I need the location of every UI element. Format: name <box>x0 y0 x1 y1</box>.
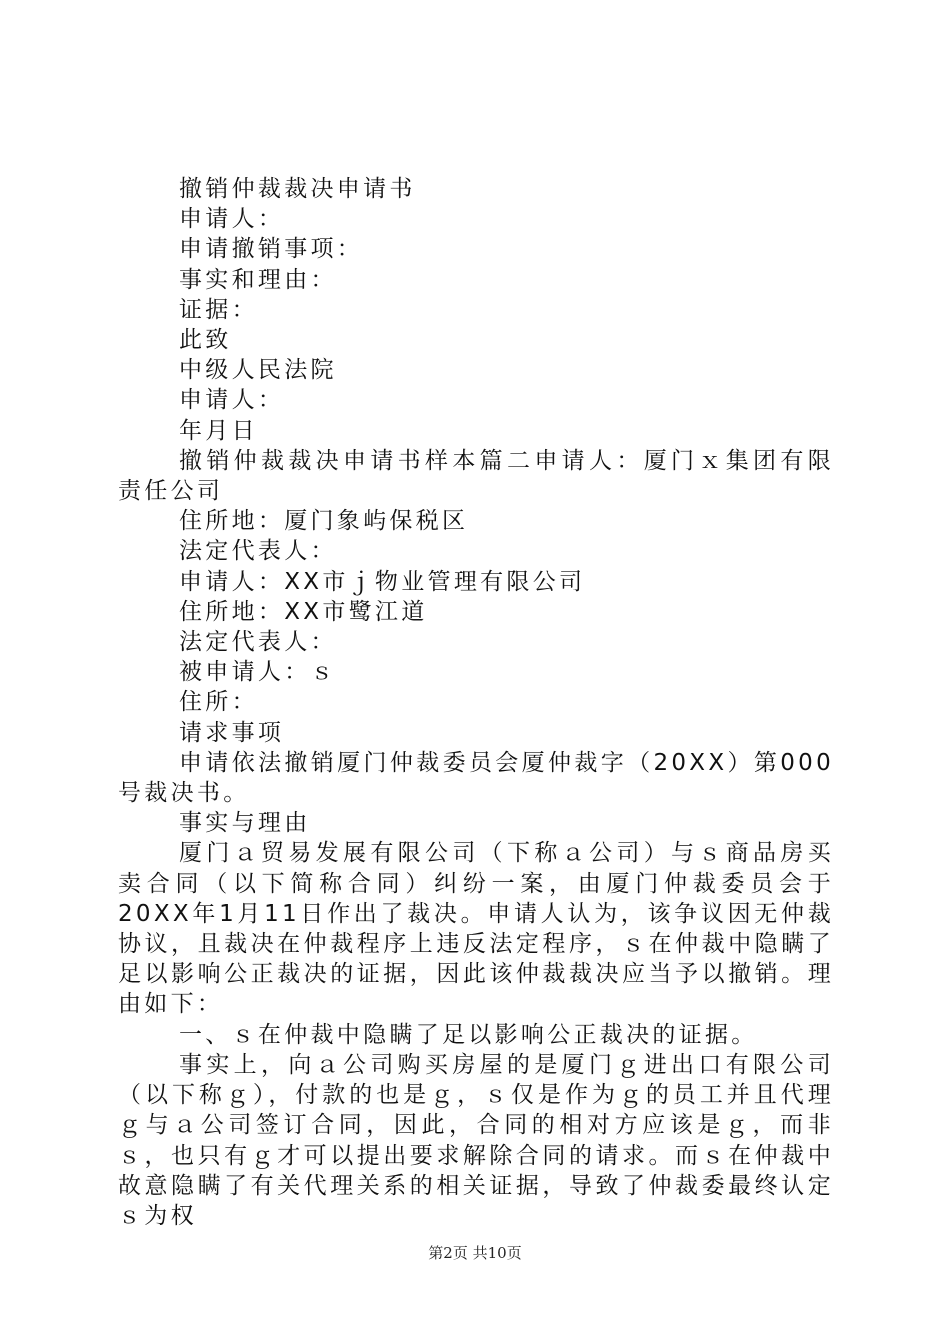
salutation: 此致 <box>179 327 232 354</box>
evidence-label: 证据： <box>179 296 258 323</box>
point-one-heading: 一、ｓ在仲裁中隐瞒了足以影响公正裁决的证据。 <box>179 1021 758 1048</box>
applicant-signature-label: 申请人： <box>179 387 285 414</box>
respondent-line: 被申请人：ｓ <box>179 659 337 686</box>
applicant-label: 申请人： <box>179 206 285 233</box>
second-applicant-line: 申请人：XX市ｊ物业管理有限公司 <box>179 568 586 595</box>
address-line: 住所地：厦门象屿保税区 <box>179 508 469 535</box>
facts-heading: 事实与理由 <box>179 810 311 837</box>
document-body <box>118 174 834 1231</box>
fact-detail-paragraph: 事实上，向ａ公司购买房屋的是厦门ｇ进出口有限公司（以下称ｇ），付款的也是ｇ，ｓ仅是作为ｇ的员工并且代理ｇ与ａ公司签订合同，因此，合同的相对方应该是ｇ，而非ｓ，也只有ｇ才可以提出要求解除合同的请求。而ｓ在仲裁中故意隐瞒了有关代理关系的相关证据，导致了仲裁委最终认定ｓ为权 <box>118 1051 834 1229</box>
second-address-line: 住所地：XX市鹭江道 <box>179 598 428 625</box>
request-items-heading: 请求事项 <box>179 719 285 746</box>
second-legal-rep-line: 法定代表人： <box>179 629 337 656</box>
request-paragraph: 申请依法撤销厦门仲裁委员会厦仲裁字（20XX）第000号裁决书。 <box>118 749 834 807</box>
legal-rep-line: 法定代表人： <box>179 538 337 565</box>
facts-paragraph: 厦门ａ贸易发展有限公司（下称ａ公司）与ｓ商品房买卖合同（以下简称合同）纠纷一案，由厦门仲裁委员会于20XX年1月11日作出了裁决。申请人认为，该争议因无仲裁协议，且裁决在仲裁程序上违反法定程序，ｓ在仲裁中隐瞒了足以影响公正裁决的证据，因此该仲裁裁决应当予以撤销。理由如下： <box>118 840 834 1018</box>
date-label: 年月日 <box>179 417 258 444</box>
revoke-items-label: 申请撤销事项： <box>179 236 364 263</box>
respondent-address-line: 住所： <box>179 689 258 716</box>
document-title: 撤销仲裁裁决申请书 <box>179 176 416 202</box>
sample-two-paragraph: 撤销仲裁裁决申请书样本篇二申请人：厦门ｘ集团有限责任公司 <box>118 447 834 505</box>
facts-reasons-label: 事实和理由： <box>179 266 337 293</box>
court-name: 中级人民法院 <box>179 357 337 384</box>
page-number-footer: 第2页 共10页 <box>428 1244 522 1262</box>
